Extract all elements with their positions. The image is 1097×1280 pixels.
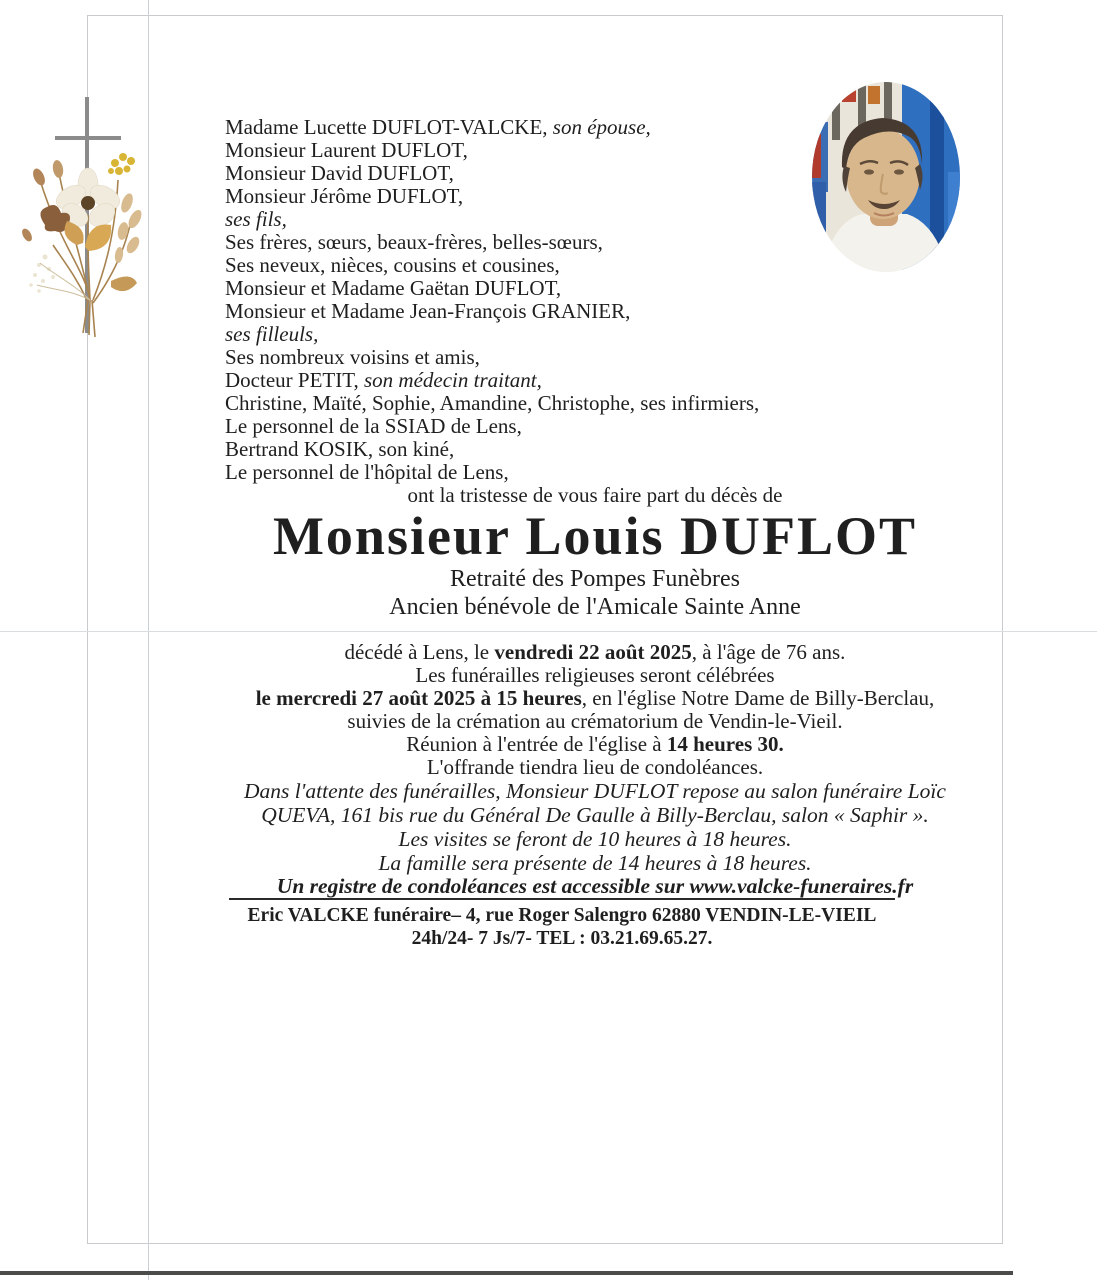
repose-block (225, 779, 965, 875)
scan-edge-bar (0, 1271, 1013, 1275)
ceremony-line-3: suivies de la crémation au crématorium de Vendin-le-Vieil. (347, 709, 843, 733)
repose-line-4: La famille sera présente de 14 heures à 18 heures. (378, 851, 812, 875)
ceremony-block (225, 664, 965, 733)
nurses-line: Christine, Maïté, Sophie, Amandine, Christophe, ses infirmiers, (225, 391, 760, 415)
funeral-home-footer (229, 898, 895, 950)
ceremony-line-1: Les funérailles religieuses seront célébrées (415, 663, 775, 687)
footer-phone: 24h/24- 7 Js/7- TEL : 03.21.69.65.27. (411, 928, 713, 949)
spouse-role: son épouse, (552, 115, 651, 139)
son-line-2: Monsieur David DUFLOT, (225, 161, 454, 185)
deceased-name: Monsieur Louis DUFLOT (272, 506, 918, 566)
footer-address: Eric VALCKE funéraire– 4, rue Roger Salengro 62880 VENDIN-LE-VIEIL (247, 905, 877, 926)
memorial-card-content (225, 116, 965, 950)
son-line-3: Monsieur Jérôme DUFLOT, (225, 184, 464, 208)
ssiad-line: Le personnel de la SSIAD de Lens, (225, 414, 522, 438)
meeting-line (225, 733, 965, 756)
neighbors-line: Ses nombreux voisins et amis, (225, 345, 480, 369)
sons-block (225, 139, 965, 231)
repose-line-1: Dans l'attente des funérailles, Monsieur DUFLOT repose au salon funéraire Loïc (244, 779, 946, 803)
hospital-line: Le personnel de l'hôpital de Lens, (225, 460, 509, 484)
nephews-line: Ses neveux, nièces, cousins et cousines, (225, 253, 560, 277)
death-date: vendredi 22 août 2025 (494, 640, 692, 664)
godson-line-1: Monsieur et Madame Gaëtan DUFLOT, (225, 276, 562, 300)
son-line-1: Monsieur Laurent DUFLOT, (225, 138, 468, 162)
godsons-label: ses filleuls, (225, 322, 319, 346)
deceased-title-1: Retraité des Pompes Funèbres (450, 566, 740, 592)
deceased-title-2: Ancien bénévole de l'Amicale Sainte Anne (389, 594, 801, 620)
death-suffix: , à l'âge de 76 ans. (691, 640, 846, 664)
offering-line: L'offrande tiendra lieu de condoléances. (426, 755, 764, 779)
registry-text: Un registre de condoléances est accessible sur (276, 874, 690, 898)
registry-line (225, 875, 965, 898)
dried-flowers-icon (15, 85, 185, 365)
meeting-prefix: Réunion à l'entrée de l'église à (406, 732, 667, 756)
spouse-line (225, 116, 965, 139)
godsons-block (225, 277, 965, 346)
death-line (225, 641, 965, 664)
death-prefix: décédé à Lens, le (344, 640, 495, 664)
spouse-name: Madame Lucette DUFLOT-VALCKE, (225, 115, 548, 139)
repose-line-2: QUEVA, 161 bis rue du Général De Gaulle à Billy-Berclau, salon « Saphir ». (261, 803, 929, 827)
siblings-line: Ses frères, sœurs, beaux-frères, belles-sœurs, (225, 230, 603, 254)
sons-label: ses fils, (225, 207, 287, 231)
footer-divider (229, 898, 895, 900)
godson-line-2: Monsieur et Madame Jean-François GRANIER, (225, 299, 631, 323)
repose-line-3: Les visites se feront de 10 heures à 18 heures. (398, 827, 792, 851)
registry-url: www.valcke-funeraires.fr (689, 874, 914, 898)
meeting-time: 14 heures 30. (666, 732, 784, 756)
poppy-center (81, 196, 95, 210)
announcement-line: ont la tristesse de vous faire part du décès de (407, 483, 783, 507)
doctor-role: son médecin traitant, (363, 368, 542, 392)
physio-line: Bertrand KOSIK, son kiné, (225, 437, 455, 461)
doctor-name: Docteur PETIT, (225, 368, 359, 392)
ceremony-line-2-rest: , en l'église Notre Dame de Billy-Berclau, (581, 686, 935, 710)
yellow-flower-cluster (108, 153, 135, 175)
carers-block (225, 369, 965, 484)
babys-breath-dots (29, 255, 55, 293)
deceased-titles (225, 565, 965, 621)
ceremony-date: le mercredi 27 août 2025 à 15 heures (255, 686, 582, 710)
